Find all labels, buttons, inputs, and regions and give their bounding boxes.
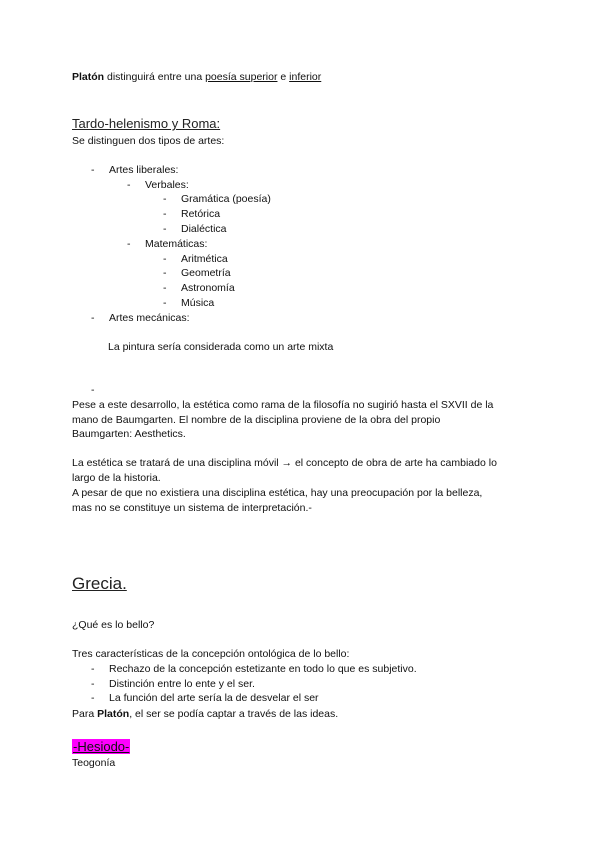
para-platon: Para Platón, el ser se podía captar a través de las ideas. <box>72 708 339 720</box>
tardo-heading: Tardo-helenismo y Roma: <box>72 116 221 131</box>
list-item: La función del arte sería la de desvelar el ser <box>109 692 319 704</box>
grecia-question: ¿Qué es lo bello? <box>72 619 155 631</box>
bullet-dash: - <box>91 384 95 396</box>
inferior: inferior <box>289 71 322 83</box>
bullet-dash: - <box>91 663 95 675</box>
bullet-dash: - <box>91 164 95 176</box>
estetica-line: La estética se tratará de una disciplina móvil → el concepto de obra de arte ha cambiado lo <box>72 457 497 469</box>
estetica-line: mano de Baumgarten. El nombre de la disciplina proviene de la obra del propio <box>72 414 441 426</box>
artes-liberales: Artes liberales: <box>109 164 179 176</box>
hesiodo-heading <box>72 738 130 757</box>
list-item: Música <box>181 297 215 309</box>
platon-bold: Platón <box>97 708 130 720</box>
bullet-dash: - <box>127 238 131 250</box>
estetica-line: Baumgarten: Aesthetics. <box>72 428 186 440</box>
list-item: Rechazo de la concepción estetizante en todo lo que es subjetivo. <box>109 663 417 675</box>
estetica-line: A pesar de que no existiera una disciplina estética, hay una preocupación por la belleza, <box>72 487 483 499</box>
estetica-line: largo de la historia. <box>72 472 161 484</box>
list-item: Geometría <box>181 267 231 279</box>
bullet-dash: - <box>91 678 95 690</box>
list-item: Distinción entre lo ente y el ser. <box>109 678 255 690</box>
tardo-sub: Se distinguen dos tipos de artes: <box>72 135 225 147</box>
bullet-dash: - <box>91 312 95 324</box>
verbales: Verbales: <box>145 179 189 191</box>
bullet-dash: - <box>91 692 95 704</box>
list-item: Gramática (poesía) <box>181 193 271 205</box>
bullet-dash: - <box>163 282 167 294</box>
pintura-note: La pintura sería considerada como un arte mixta <box>108 341 334 353</box>
teogonia: Teogonía <box>72 757 116 769</box>
poesia-superior: poesía superior <box>205 71 278 83</box>
estetica-line: mas no se constituye un sistema de interpretación.- <box>72 502 312 514</box>
bullet-dash: - <box>127 179 131 191</box>
artes-mecanicas: Artes mecánicas: <box>109 312 190 324</box>
estetica-line: Pese a este desarrollo, la estética como rama de la filosofía no sugirió hasta el SXVII de la <box>72 399 494 411</box>
grecia-heading: Grecia. <box>72 574 127 593</box>
bullet-dash: - <box>163 208 167 220</box>
bullet-dash: - <box>163 223 167 235</box>
platon-bold: Platón <box>72 71 105 83</box>
list-item: Retórica <box>181 208 221 220</box>
list-item: Aritmética <box>181 253 228 265</box>
bullet-dash: - <box>163 267 167 279</box>
list-item: Dialéctica <box>181 223 227 235</box>
bullet-dash: - <box>163 297 167 309</box>
bullet-dash: - <box>163 253 167 265</box>
bullet-dash: - <box>163 193 167 205</box>
intro-line: Platón distinguirá entre una poesía superior e inferior <box>72 71 322 83</box>
matematicas: Matemáticas: <box>145 238 208 250</box>
grecia-tres: Tres características de la concepción ontológica de lo bello: <box>72 648 350 660</box>
hesiodo-highlight: -Hesiodo- <box>73 739 130 754</box>
list-item: Astronomía <box>181 282 235 294</box>
